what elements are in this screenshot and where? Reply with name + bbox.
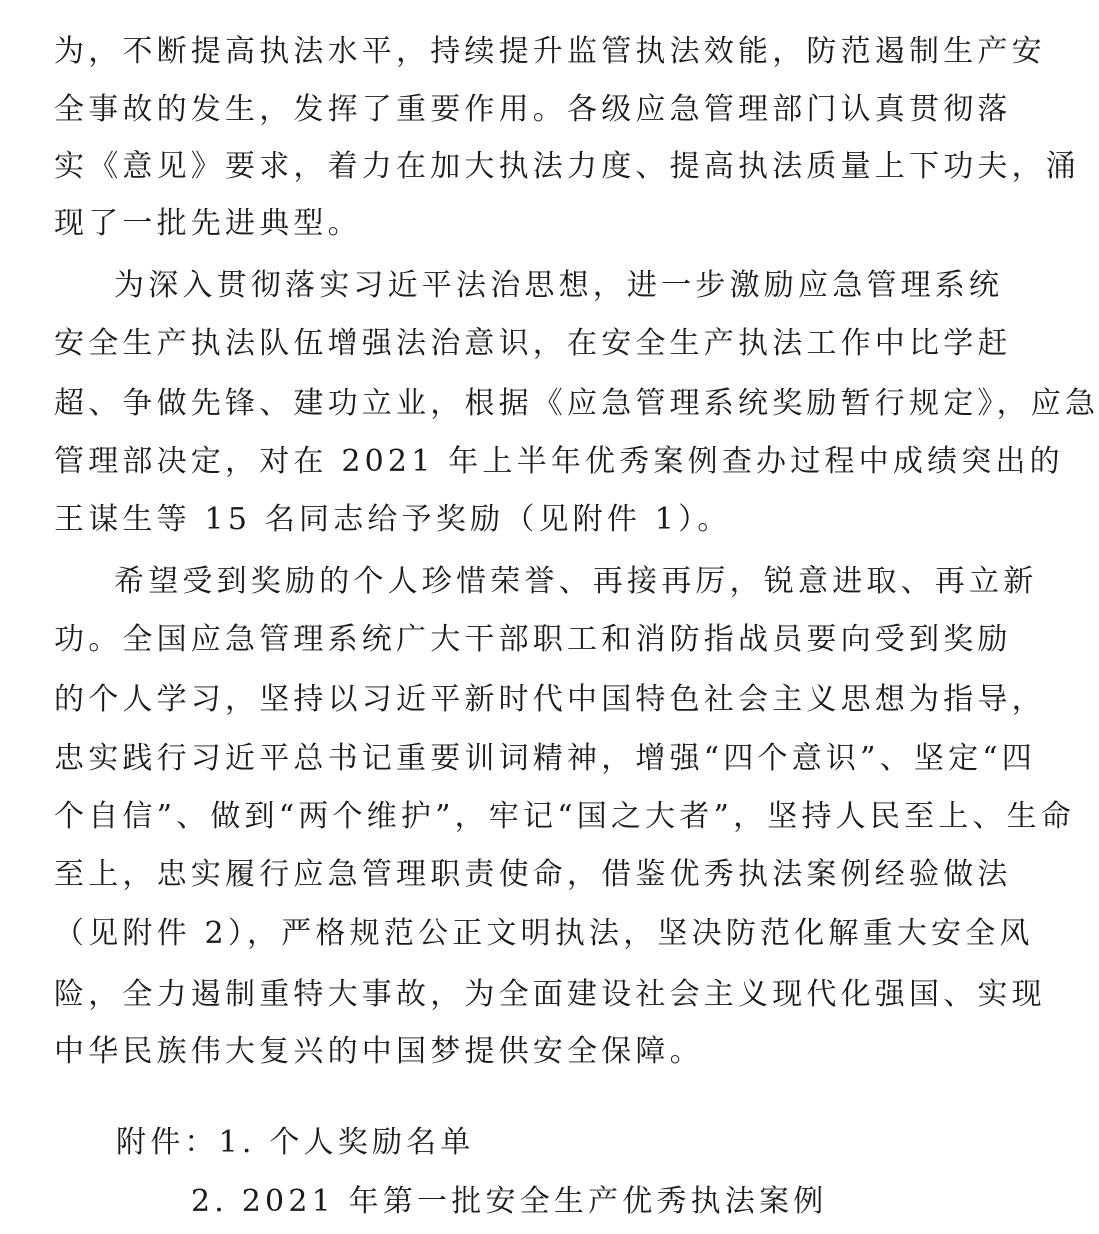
paragraph-3-line-5: 个自信”、做到“两个维护”，牢记“国之大者”，坚持人民至上、生命 — [54, 799, 1076, 834]
paragraph-2-line-1: 为深入贯彻落实习近平法治思想，进一步激励应急管理系统 — [114, 268, 1004, 303]
paragraph-2-line-5: 王谋生等 15 名同志给予奖励（见附件 1）。 — [54, 502, 732, 537]
paragraph-3-line-8: 险，全力遏制重特大事故，为全面建设社会主义现代化强国、实现 — [54, 977, 1046, 1012]
paragraph-1-line-2: 全事故的发生，发挥了重要作用。各级应急管理部门认真贯彻落 — [54, 92, 1012, 127]
paragraph-2-line-4: 管理部决定，对在 2021 年上半年优秀案例查办过程中成绩突出的 — [54, 444, 1064, 479]
paragraph-3-line-9: 中华民族伟大复兴的中国梦提供安全保障。 — [54, 1034, 704, 1069]
paragraph-2-line-3: 超、争做先锋、建功立业，根据《应急管理系统奖励暂行规定》，应急 — [54, 386, 1099, 421]
paragraph-3-line-1: 希望受到奖励的个人珍惜荣誉、再接再厉，锐意进取、再立新 — [114, 564, 1038, 599]
paragraph-3-line-6: 至上，忠实履行应急管理职责使命，借鉴优秀执法案例经验做法 — [54, 857, 1012, 892]
paragraph-3-line-2: 功。全国应急管理系统广大干部职工和消防指战员要向受到奖励 — [54, 622, 1012, 657]
paragraph-1-line-1: 为，不断提高执法水平，持续提升监管执法效能，防范遏制生产安 — [54, 34, 1046, 69]
paragraph-1-line-3: 实《意见》要求，着力在加大执法力度、提高执法质量上下功夫，涌 — [54, 149, 1080, 184]
paragraph-3-line-7: （见附件 2），严格规范公正文明执法，坚决防范化解重大安全风 — [54, 916, 1034, 951]
attachment-item-1: 附件：1. 个人奖励名单 — [116, 1125, 475, 1160]
paragraph-3-line-4: 忠实践行习近平总书记重要训词精神，增强“四个意识”、坚定“四 — [54, 741, 1037, 776]
paragraph-2-line-2: 安全生产执法队伍增强法治意识，在安全生产执法工作中比学赶 — [54, 326, 1012, 361]
attachment-item-2: 2. 2021 年第一批安全生产优秀执法案例 — [191, 1184, 828, 1219]
paragraph-1-line-4: 现了一批先进典型。 — [54, 206, 362, 241]
paragraph-3-line-3: 的个人学习，坚持以习近平新时代中国特色社会主义思想为指导， — [54, 682, 1046, 717]
